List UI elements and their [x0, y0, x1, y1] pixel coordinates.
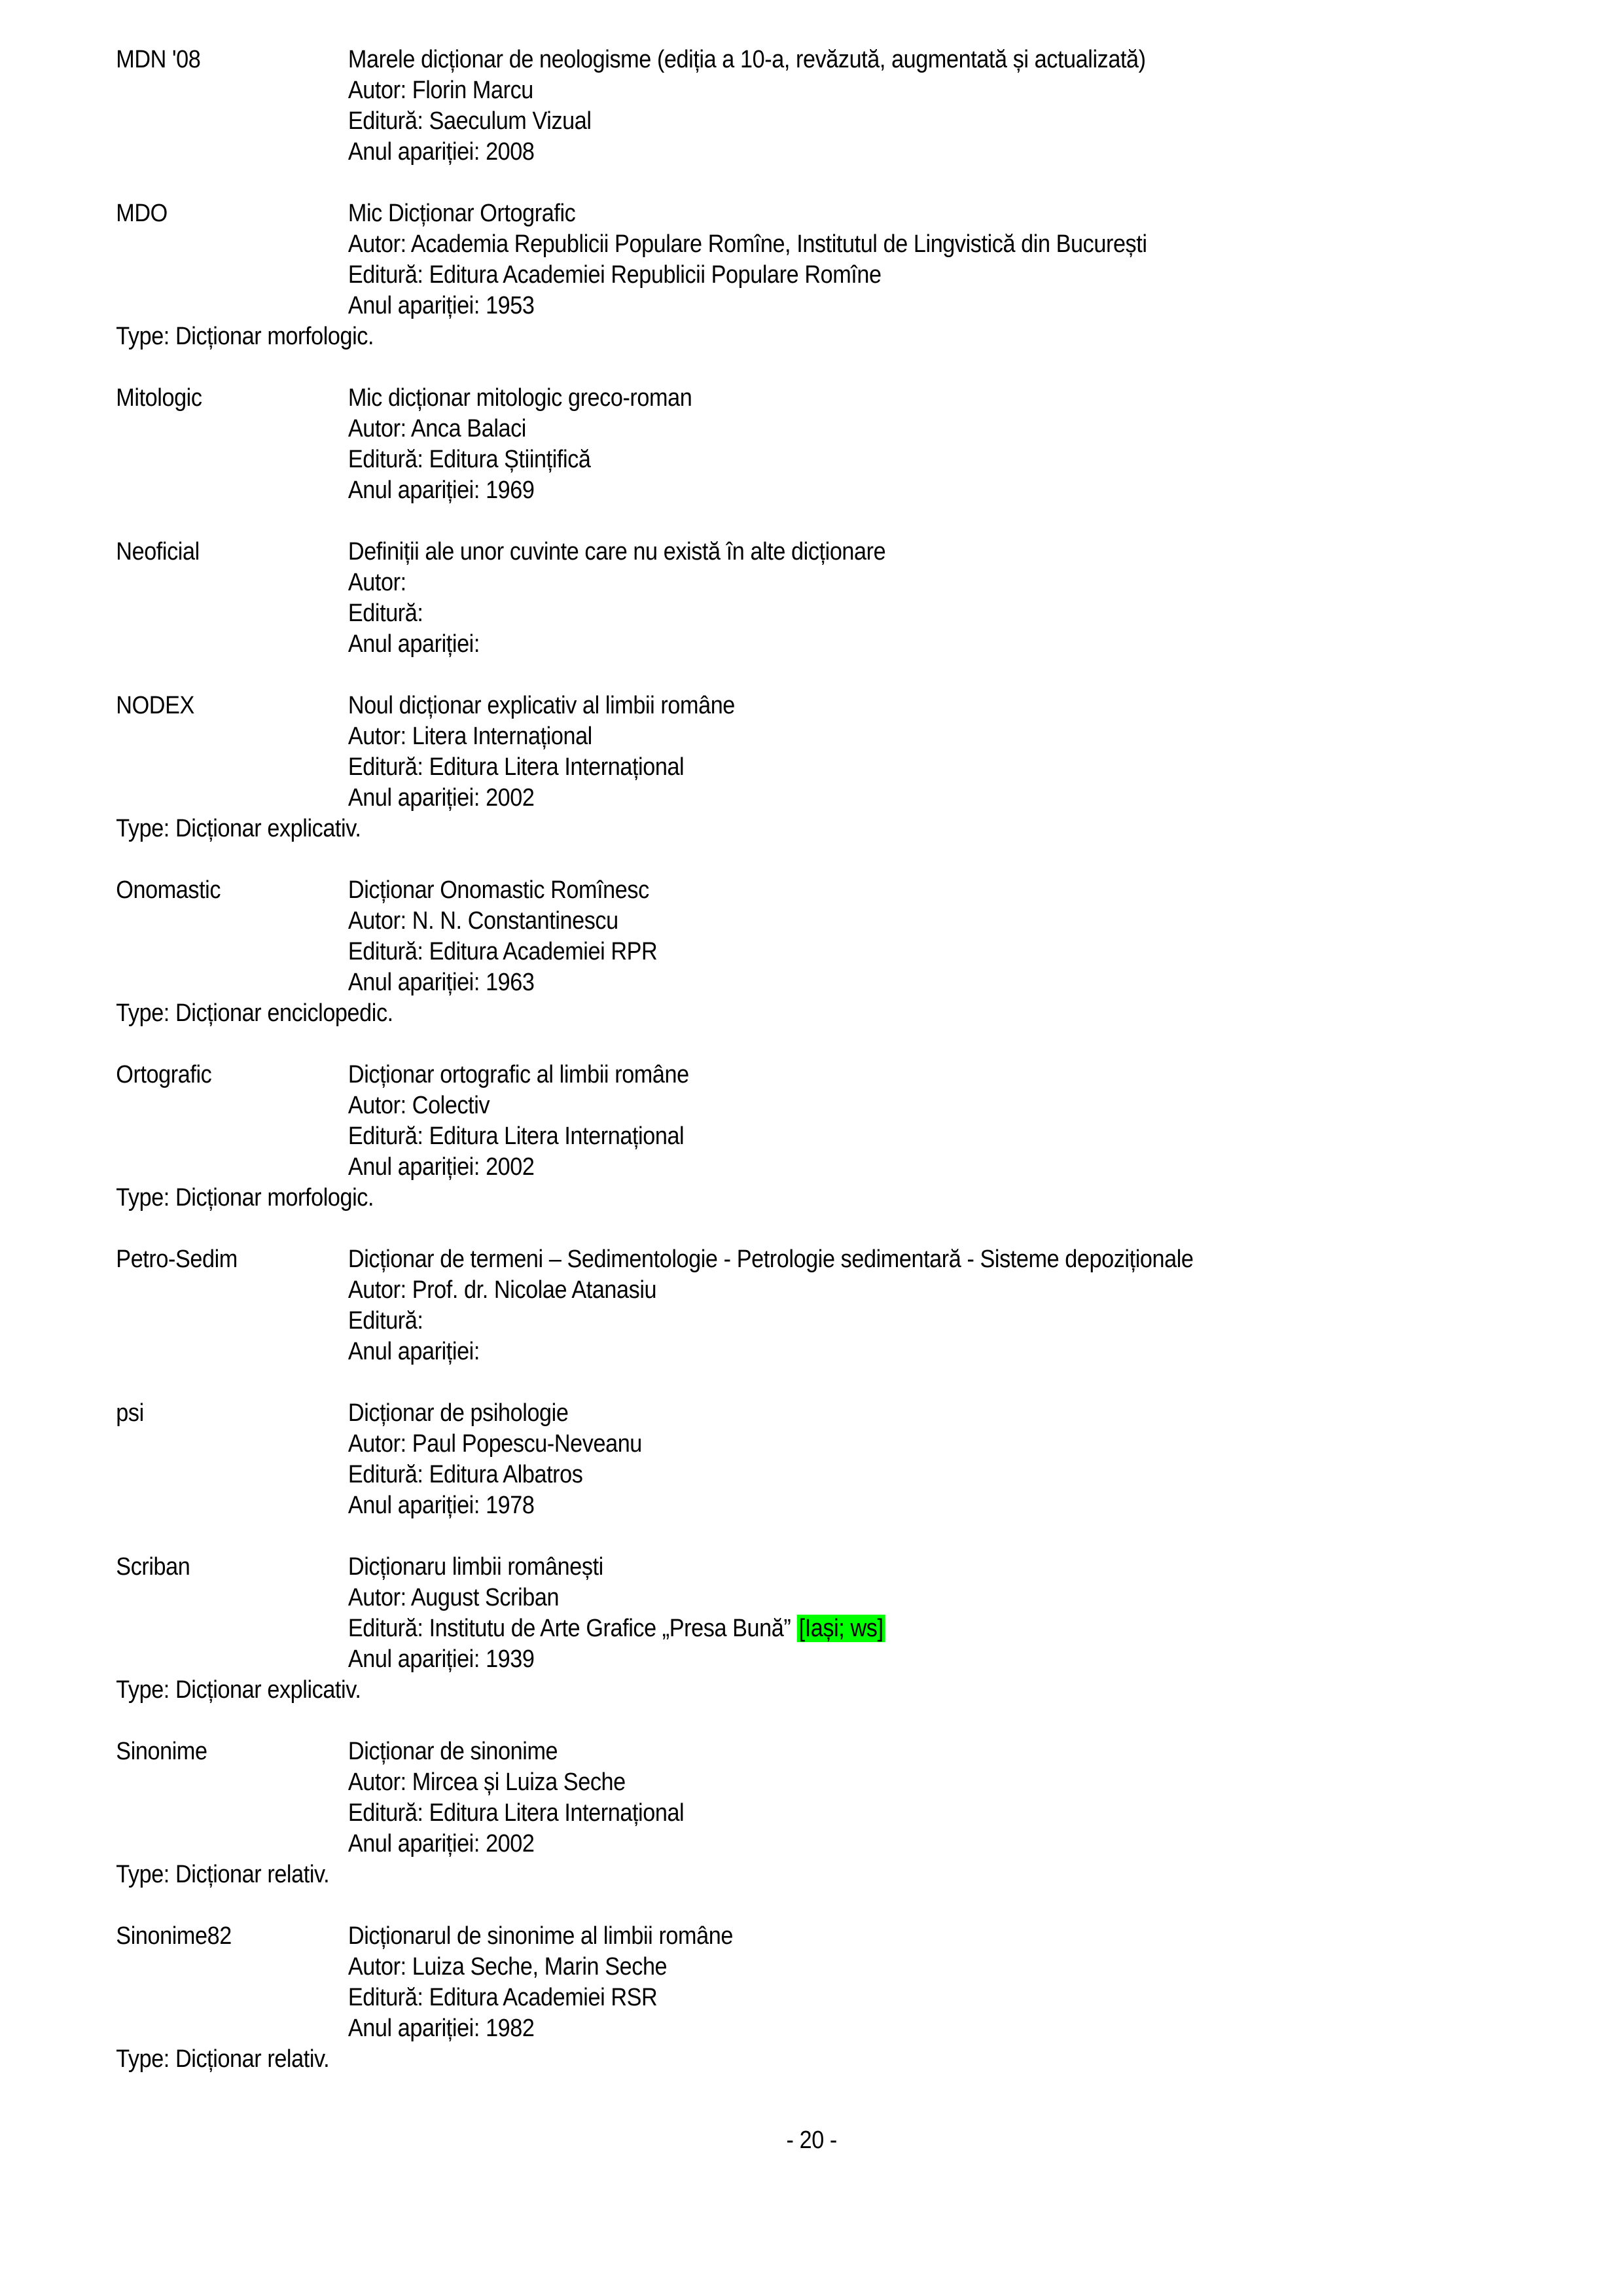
entry-title: Mic Dicționar Ortografic — [348, 200, 576, 227]
entry-author-line — [348, 75, 1623, 106]
entry-main — [116, 1244, 1623, 1367]
anul-value: 1978 — [486, 1492, 535, 1519]
entry-year-line — [348, 629, 1623, 660]
entry-details — [348, 1736, 1623, 1859]
entry-year-line — [348, 2013, 1623, 2044]
entry-type-line — [116, 321, 1623, 352]
anul-value: 1969 — [486, 476, 535, 504]
autor-value: Luiza Seche, Marin Seche — [412, 1953, 668, 1981]
entry-details — [348, 1060, 1623, 1183]
page-number: - 20 - — [786, 2126, 837, 2154]
entry-author-line — [348, 1429, 1623, 1460]
entry-main — [116, 875, 1623, 998]
entry-publisher-line — [348, 1121, 1623, 1152]
dictionary-entry — [116, 1060, 1623, 1213]
dictionary-entry — [116, 198, 1623, 352]
editura-label: Editură: — [348, 261, 423, 289]
editura-label: Editură: — [348, 753, 423, 781]
entry-title: Marele dicționar de neologisme (ediția a 10-a, revăzută, augmentată și actualizată) — [348, 46, 1146, 73]
entry-year-line — [348, 1644, 1623, 1675]
entry-abbreviation: Scriban — [116, 1553, 190, 1581]
autor-value: August Scriban — [410, 1584, 560, 1611]
anul-label: Anul apariției: — [348, 1492, 480, 1519]
dictionary-entry — [116, 537, 1623, 660]
entry-title: Dicționar de termeni – Sedimentologie - Petrologie sedimentară - Sisteme depoziționale — [348, 1246, 1194, 1273]
entry-main — [116, 45, 1623, 168]
autor-value: N. N. Constantinescu — [412, 907, 618, 935]
editura-value: Institutu de Arte Grafice „Presa Bună” — [429, 1615, 791, 1642]
entry-abbreviation: Onomastic — [116, 876, 221, 904]
editura-label: Editură: — [348, 1984, 423, 2011]
entry-year-line — [348, 1490, 1623, 1521]
dictionary-entry — [116, 1244, 1623, 1367]
editura-label: Editură: — [348, 1307, 423, 1335]
anul-value: 1982 — [486, 2015, 535, 2042]
anul-label: Anul apariției: — [348, 476, 480, 504]
entry-publisher-line — [348, 106, 1623, 137]
entry-main — [116, 383, 1623, 506]
editura-label: Editură: — [348, 1799, 423, 1827]
entry-title: Mic dicționar mitologic greco-roman — [348, 384, 692, 412]
editura-value: Editura Albatros — [429, 1461, 583, 1488]
editura-label: Editură: — [348, 938, 423, 965]
entry-abbreviation: Sinonime82 — [116, 1922, 232, 1950]
entry-year-line — [348, 475, 1623, 506]
entry-publisher-line — [348, 444, 1623, 475]
editura-value: Editura Academiei RSR — [429, 1984, 658, 2011]
entry-abbreviation: Sinonime — [116, 1738, 207, 1765]
autor-label: Autor: — [348, 1953, 406, 1981]
editura-value: Editura Litera Internațional — [429, 753, 685, 781]
type-value: Dicționar morfologic. — [175, 323, 374, 350]
entry-title: Dicționar de psihologie — [348, 1399, 569, 1427]
type-value: Dicționar enciclopedic. — [175, 999, 393, 1027]
type-label: Type: — [116, 815, 169, 842]
anul-label: Anul apariției: — [348, 1830, 480, 1857]
entry-year-line — [348, 291, 1623, 321]
autor-label: Autor: — [348, 1430, 406, 1458]
anul-value: 2002 — [486, 784, 535, 812]
anul-label: Anul apariției: — [348, 969, 480, 996]
anul-value: 2002 — [486, 1830, 535, 1857]
entry-year-line — [348, 1829, 1623, 1859]
entry-details — [348, 383, 1623, 506]
entry-title: Dicționarul de sinonime al limbii române — [348, 1922, 733, 1950]
editura-value: Editura Științifică — [429, 446, 591, 473]
entry-main — [116, 1398, 1623, 1521]
entry-author-line — [348, 1583, 1623, 1613]
autor-value: Anca Balaci — [410, 415, 526, 442]
type-label: Type: — [116, 1184, 169, 1211]
entry-abbreviation: Mitologic — [116, 384, 202, 412]
entry-main — [116, 1060, 1623, 1183]
type-value: Dicționar relativ. — [175, 2045, 330, 2073]
entry-publisher-line — [348, 937, 1623, 967]
entry-main — [116, 1736, 1623, 1859]
entry-title: Definiții ale unor cuvinte care nu există în alte dicționare — [348, 538, 886, 565]
autor-label: Autor: — [348, 1276, 406, 1304]
anul-label: Anul apariției: — [348, 630, 480, 658]
autor-value: Academia Republicii Populare Romîne, Institutul de Lingvistică din București — [410, 230, 1147, 258]
dictionary-entry — [116, 45, 1623, 168]
autor-label: Autor: — [348, 230, 406, 258]
dictionary-entry — [116, 691, 1623, 844]
entry-author-line — [348, 1275, 1623, 1306]
entry-title: Dicționar de sinonime — [348, 1738, 558, 1765]
entry-publisher-line — [348, 260, 1623, 291]
type-value: Dicționar explicativ. — [175, 1676, 361, 1704]
entry-author-line — [348, 1952, 1623, 1982]
entry-abbreviation: Ortografic — [116, 1061, 212, 1088]
entry-author-line — [348, 1090, 1623, 1121]
entry-details — [348, 691, 1623, 814]
autor-value: Prof. dr. Nicolae Atanasiu — [412, 1276, 657, 1304]
autor-value: Paul Popescu-Neveanu — [412, 1430, 642, 1458]
entry-year-line — [348, 783, 1623, 814]
entry-type-line — [116, 1675, 1623, 1706]
editura-value: Editura Litera Internațional — [429, 1122, 685, 1150]
entry-main — [116, 691, 1623, 814]
entry-details — [348, 1244, 1623, 1367]
entry-details — [348, 1552, 1623, 1675]
editura-value: Editura Litera Internațional — [429, 1799, 685, 1827]
autor-label: Autor: — [348, 1092, 406, 1119]
entry-details — [348, 1398, 1623, 1521]
entry-type-line — [116, 1183, 1623, 1213]
entry-main — [116, 198, 1623, 321]
entry-main — [116, 537, 1623, 660]
entry-publisher-line — [348, 752, 1623, 783]
entry-abbreviation: MDN '08 — [116, 46, 201, 73]
anul-label: Anul apariției: — [348, 1153, 480, 1181]
editura-label: Editură: — [348, 1615, 423, 1642]
type-label: Type: — [116, 1861, 169, 1888]
editura-value: Editura Academiei Republicii Populare Romîne — [429, 261, 882, 289]
entry-publisher-line — [348, 1306, 1623, 1336]
autor-value: Litera Internațional — [412, 723, 592, 750]
dictionary-entry — [116, 1398, 1623, 1521]
autor-value: Florin Marcu — [412, 77, 533, 104]
anul-value: 2002 — [486, 1153, 535, 1181]
type-label: Type: — [116, 1676, 169, 1704]
entry-year-line — [348, 1152, 1623, 1183]
type-label: Type: — [116, 323, 169, 350]
entry-publisher-line — [348, 1613, 1623, 1644]
type-value: Dicționar explicativ. — [175, 815, 361, 842]
type-label: Type: — [116, 2045, 169, 2073]
dictionary-entry — [116, 1736, 1623, 1890]
autor-label: Autor: — [348, 907, 406, 935]
autor-label: Autor: — [348, 1584, 406, 1611]
editura-label: Editură: — [348, 1122, 423, 1150]
entry-author-line — [348, 721, 1623, 752]
anul-label: Anul apariției: — [348, 784, 480, 812]
autor-label: Autor: — [348, 1768, 406, 1796]
type-value: Dicționar morfologic. — [175, 1184, 374, 1211]
autor-label: Autor: — [348, 77, 406, 104]
editura-value: Saeculum Vizual — [429, 107, 592, 135]
autor-label: Autor: — [348, 723, 406, 750]
entry-details — [348, 198, 1623, 321]
entry-publisher-line — [348, 1460, 1623, 1490]
entry-abbreviation: psi — [116, 1399, 144, 1427]
autor-label: Autor: — [348, 415, 406, 442]
dictionary-entry — [116, 383, 1623, 506]
entry-main — [116, 1552, 1623, 1675]
editura-label: Editură: — [348, 446, 423, 473]
anul-label: Anul apariției: — [348, 138, 480, 166]
entry-year-line — [348, 137, 1623, 168]
entry-publisher-line — [348, 598, 1623, 629]
entry-type-line — [116, 1859, 1623, 1890]
entry-publisher-line — [348, 1798, 1623, 1829]
entry-abbreviation: NODEX — [116, 692, 194, 719]
entry-author-line — [348, 567, 1623, 598]
entry-author-line — [348, 229, 1623, 260]
anul-value: 1939 — [486, 1645, 535, 1673]
anul-label: Anul apariției: — [348, 292, 480, 319]
autor-label: Autor: — [348, 569, 406, 596]
entry-title: Dicționar Onomastic Romînesc — [348, 876, 649, 904]
type-value: Dicționar relativ. — [175, 1861, 330, 1888]
autor-value: Mircea și Luiza Seche — [412, 1768, 626, 1796]
entry-author-line — [348, 1767, 1623, 1798]
entry-type-line — [116, 2044, 1623, 2075]
anul-label: Anul apariției: — [348, 1338, 480, 1365]
editura-value: Editura Academiei RPR — [429, 938, 658, 965]
entry-author-line — [348, 906, 1623, 937]
editura-label: Editură: — [348, 600, 423, 627]
editura-label: Editură: — [348, 107, 423, 135]
anul-label: Anul apariției: — [348, 1645, 480, 1673]
entries-list — [116, 45, 1623, 2075]
entry-details — [348, 45, 1623, 168]
entry-details — [348, 875, 1623, 998]
entry-title: Dicționar ortografic al limbii române — [348, 1061, 689, 1088]
entry-year-line — [348, 1336, 1623, 1367]
dictionary-entry — [116, 1921, 1623, 2075]
editura-highlight: [Iași; ws] — [797, 1615, 885, 1642]
anul-value: 1963 — [486, 969, 535, 996]
entry-type-line — [116, 998, 1623, 1029]
autor-value: Colectiv — [412, 1092, 490, 1119]
anul-label: Anul apariției: — [348, 2015, 480, 2042]
anul-value: 1953 — [486, 292, 535, 319]
entry-details — [348, 1921, 1623, 2044]
anul-value: 2008 — [486, 138, 535, 166]
dictionary-entry — [116, 875, 1623, 1029]
entry-publisher-line — [348, 1982, 1623, 2013]
entry-abbreviation: MDO — [116, 200, 168, 227]
entry-author-line — [348, 414, 1623, 444]
entry-year-line — [348, 967, 1623, 998]
entry-abbreviation: Petro-Sedim — [116, 1246, 238, 1273]
entry-title: Noul dicționar explicativ al limbii române — [348, 692, 735, 719]
entry-main — [116, 1921, 1623, 2044]
editura-label: Editură: — [348, 1461, 423, 1488]
type-label: Type: — [116, 999, 169, 1027]
entry-abbreviation: Neoficial — [116, 538, 200, 565]
entry-details — [348, 537, 1623, 660]
entry-type-line — [116, 814, 1623, 844]
entry-title: Dicționaru limbii românești — [348, 1553, 603, 1581]
dictionary-entry — [116, 1552, 1623, 1706]
